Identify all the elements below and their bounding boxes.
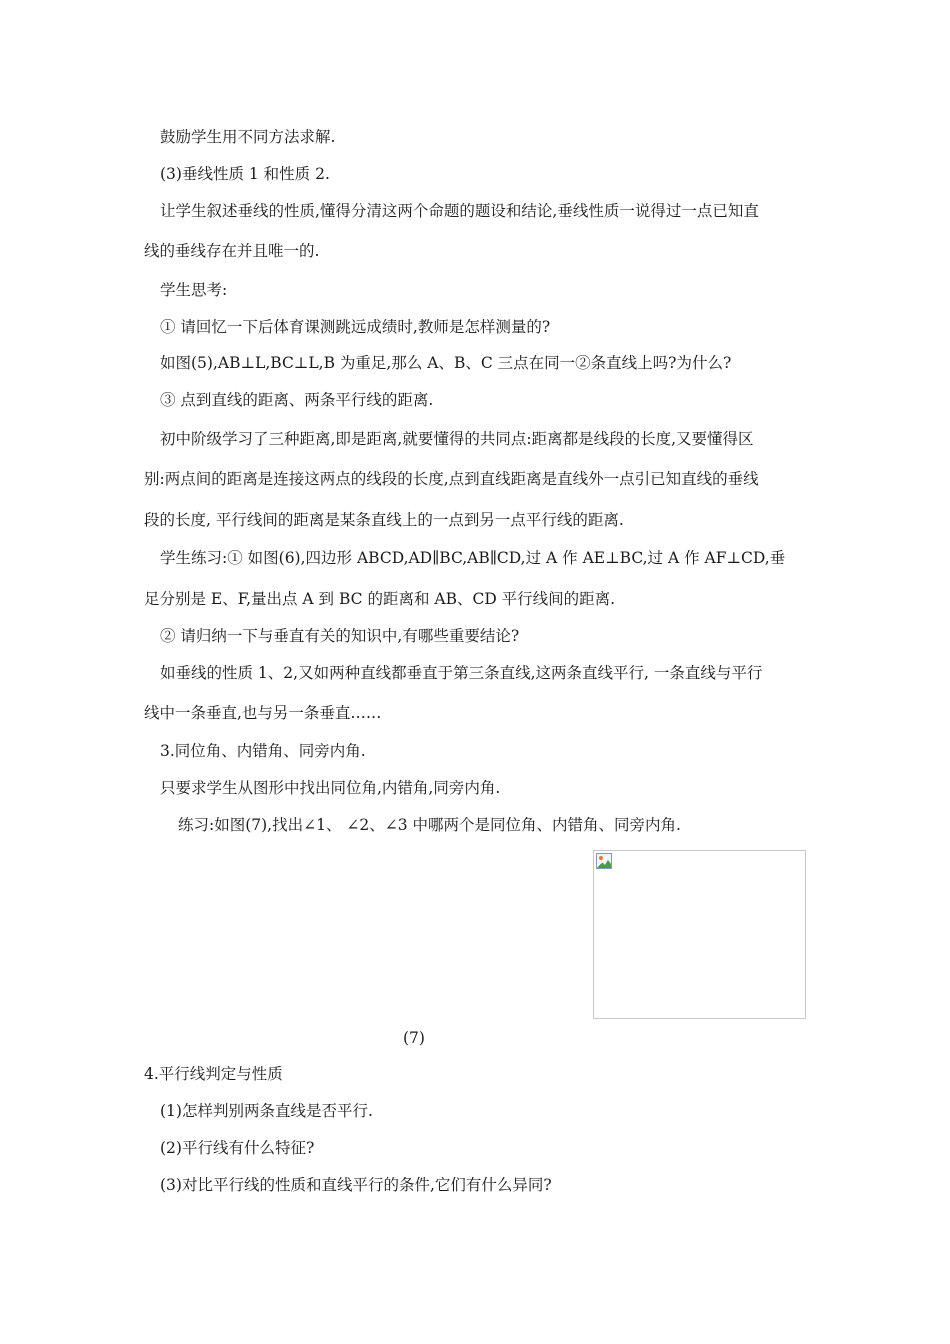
paragraph-line: 鼓励学生用不同方法求解. bbox=[160, 128, 336, 146]
paragraph-line: 段的长度, 平行线间的距离是某条直线上的一点到另一点平行线的距离. bbox=[144, 511, 624, 529]
section-heading: 3.同位角、内错角、同旁内角. bbox=[160, 742, 366, 760]
paragraph-line: ② 请归纳一下与垂直有关的知识中,有哪些重要结论? bbox=[160, 627, 520, 645]
paragraph-line: 别:两点间的距离是连接这两点的线段的长度,点到直线距离是直线外一点引已知直线的垂线 bbox=[144, 470, 759, 488]
paragraph-line: 足分别是 E、F,量出点 A 到 BC 的距离和 AB、CD 平行线间的距离. bbox=[144, 590, 616, 608]
paragraph-line: (3)对比平行线的性质和直线平行的条件,它们有什么异同? bbox=[160, 1176, 552, 1194]
broken-image-icon bbox=[595, 852, 613, 870]
paragraph-line: 线的垂线存在并且唯一的. bbox=[144, 242, 320, 260]
figure-7-image bbox=[593, 850, 806, 1019]
paragraph-line: 让学生叙述垂线的性质,懂得分清这两个命题的题设和结论,垂线性质一说得过一点已知直 bbox=[160, 202, 759, 220]
figure-caption: (7) bbox=[403, 1029, 425, 1047]
paragraph-line: 学生练习:① 如图(6),四边形 ABCD,AD∥BC,AB∥CD,过 A 作 AE⊥BC,过 A 作 AF⊥CD,垂 bbox=[160, 549, 786, 567]
paragraph-line: 线中一条垂直,也与另一条垂直…… bbox=[144, 704, 382, 722]
paragraph-line: 如图(5),AB⊥L,BC⊥L,B 为重足,那么 A、B、C 三点在同一②条直线上吗?为什么? bbox=[160, 354, 732, 372]
paragraph-line: 练习:如图(7),找出∠1、 ∠2、∠3 中哪两个是同位角、内错角、同旁内角. bbox=[178, 816, 681, 834]
paragraph-line: 初中阶级学习了三种距离,即是距离,就要懂得的共同点:距离都是线段的长度,又要懂得区 bbox=[160, 430, 754, 448]
paragraph-line: (2)平行线有什么特征? bbox=[160, 1139, 315, 1157]
section-heading: 4.平行线判定与性质 bbox=[144, 1065, 283, 1083]
paragraph-line: 学生思考: bbox=[160, 281, 228, 299]
paragraph-line: 只要求学生从图形中找出同位角,内错角,同旁内角. bbox=[160, 779, 501, 797]
section-heading: (3)垂线性质 1 和性质 2. bbox=[160, 165, 330, 183]
paragraph-line: (1)怎样判别两条直线是否平行. bbox=[160, 1102, 373, 1120]
paragraph-line: ① 请回忆一下后体育课测跳远成绩时,教师是怎样测量的? bbox=[160, 318, 551, 336]
paragraph-line: 如垂线的性质 1、2,又如两种直线都垂直于第三条直线,这两条直线平行, 一条直线与平行 bbox=[160, 664, 763, 682]
paragraph-line: ③ 点到直线的距离、两条平行线的距离. bbox=[160, 391, 434, 409]
